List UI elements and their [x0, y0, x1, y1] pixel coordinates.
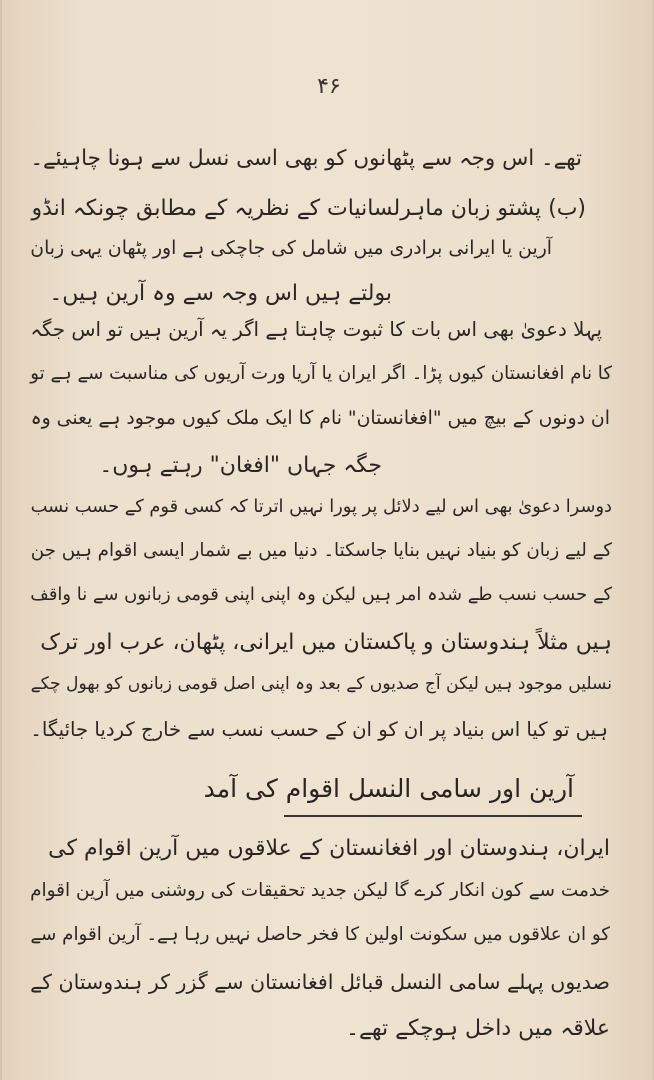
text-line: ایران، ہندوستان اور افغانستان کے علاقوں میں آرین اقوام کی [48, 836, 610, 861]
text-line: ہیں تو کیا اس بنیاد پر ان کو ان کے حسب نسب سے خارج کردیا جائیگا۔ [30, 718, 608, 741]
text-line: آرین یا ایرانی برادری میں شامل کی جاچکی ہے اور پٹھان یہی زبان [30, 238, 552, 259]
text-line: کا نام افغانستان کیوں پڑا۔ اگر ایران یا آریا ورت آریوں کی مناسبت سے ہے تو [30, 363, 612, 384]
text-line: جگہ جہاں "افغان" رہتے ہوں۔ [99, 453, 382, 478]
text-line: دوسرا دعویٰ بھی اس لیے دلائل پر پورا نہیں اترتا کہ کسی قوم کے حسب نسب [30, 496, 612, 517]
text-line: تھے۔ اس وجہ سے پٹھانوں کو بھی اسی نسل سے ہونا چاہیئے۔ [30, 146, 582, 171]
text-line: پہلا دعویٰ بھی اس بات کا ثبوت چاہتا ہے اگر یہ آرین ہیں تو اس جگہ [30, 318, 602, 341]
text-line: ہیں مثلاً ہندوستان و پاکستان میں ایرانی، پٹھان، عرب اور ترک [40, 630, 612, 655]
text-line: کو ان علاقوں میں سکونت اولین کا فخر حاصل نہیں رہا ہے۔ آرین اقوام سے [30, 924, 610, 945]
text-line: نسلیں موجود ہیں لیکن آج صدیوں کے بعد وہ اپنی اصل قومی زبانوں کو بھول چکے [30, 674, 612, 694]
text-line: ان دونوں کے بیچ میں "افغانستان" نام کا ایک ملک کیوں موجود ہے یعنی وہ [30, 408, 610, 429]
text-line: کے حسب نسب طے شدہ امر ہیں لیکن وہ اپنی اپنی قومی زبانوں سے نا واقف [30, 584, 612, 605]
text-line: صدیوں پہلے سامی النسل قبائل افغانستان سے گزر کر ہندوستان کے [30, 970, 610, 994]
text-line: خدمت سے کون انکار کرے گا لیکن جدید تحقیقات کی روشنی میں آرین اقوام [30, 880, 610, 901]
text-line: کے لیے زبان کو بنیاد نہیں بنایا جاسکتا۔ دنیا میں بے شمار ایسی اقوام ہیں جن [30, 540, 612, 561]
text-line: علاقہ میں داخل ہوچکے تھے۔ [346, 1016, 610, 1041]
text-line: (ب) پشتو زبان ماہرلسانیات کے نظریہ کے مطابق چونکہ انڈو [31, 196, 586, 221]
section-heading: آرین اور سامی النسل اقوام کی آمد [203, 774, 574, 803]
page-number: ۴۶ [317, 74, 341, 99]
heading-underline [284, 815, 582, 817]
text-line: بولتے ہیں اس وجہ سے وہ آرین ہیں۔ [49, 281, 392, 306]
